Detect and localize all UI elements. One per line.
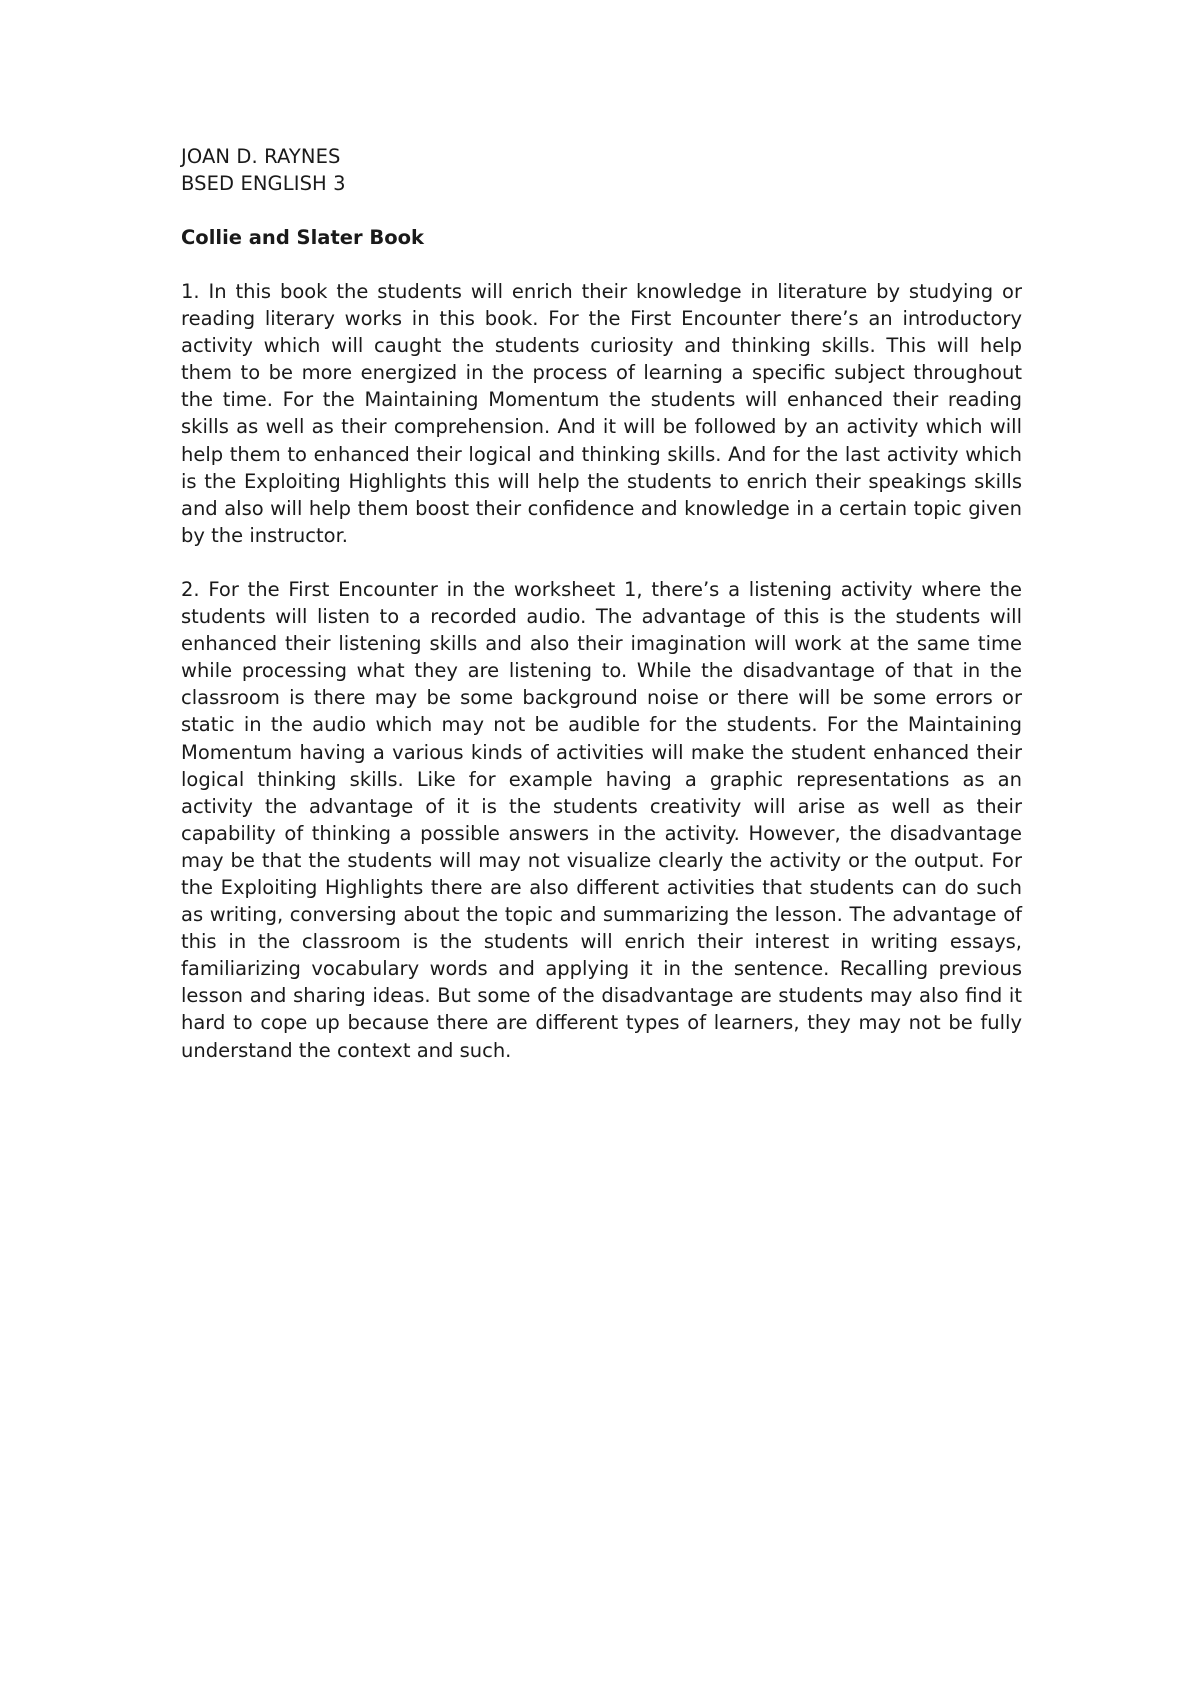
document-page (181, 143, 1022, 1064)
document-title: Collie and Slater Book (181, 226, 425, 249)
paragraph-2: 2. For the First Encounter in the worksheet 1, there’s a listening activity where the students will listen to a recorded audio. The advantage of this is the students will enhanced their listening skills and also their imagination will work at the same time while processing what they are listening to. While the disadvantage of that in the classroom is there may be some background noise or there will be some errors or static in the audio which may not be audible for the students. For the Maintaining Momentum having a various kinds of activities will make the student enhanced their logical thinking skills. Like for example having a graphic representations as an activity the advantage of it is the students creativity will arise as well as their capability of thinking a possible answers in the activity. However, the disadvantage may be that the students will may not visualize clearly the activity or the output. For the Exploiting Highlights there are also different activities that students can do such as writing, conversing about the topic and summarizing the lesson. The advantage of this in the classroom is the students will enrich their interest in writing essays, familiarizing vocabulary words and applying it in the sentence. Recalling previous lesson and sharing ideas. But some of the disadvantage are students may also find it hard to cope up because there are different types of learners, they may not be fully understand the context and such. (181, 577, 1022, 1062)
course-label: BSED ENGLISH 3 (181, 172, 346, 195)
paragraph-1: 1. In this book the students will enrich their knowledge in literature by studying or reading literary works in this book. For the First Encounter there’s an introductory activity which will caught the students curiosity and thinking skills. This will help them to be more energized in the process of learning a specific subject throughout the time. For the Maintaining Momentum the students will enhanced their reading skills as well as their comprehension. And it will be followed by an activity which will help them to enhanced their logical and thinking skills. And for the last activity which is the Exploiting Highlights this will help the students to enrich their speakings skills and also will help them boost their confidence and knowledge in a certain topic given by the instructor. (181, 280, 1022, 547)
author-name: JOAN D. RAYNES (181, 145, 341, 168)
